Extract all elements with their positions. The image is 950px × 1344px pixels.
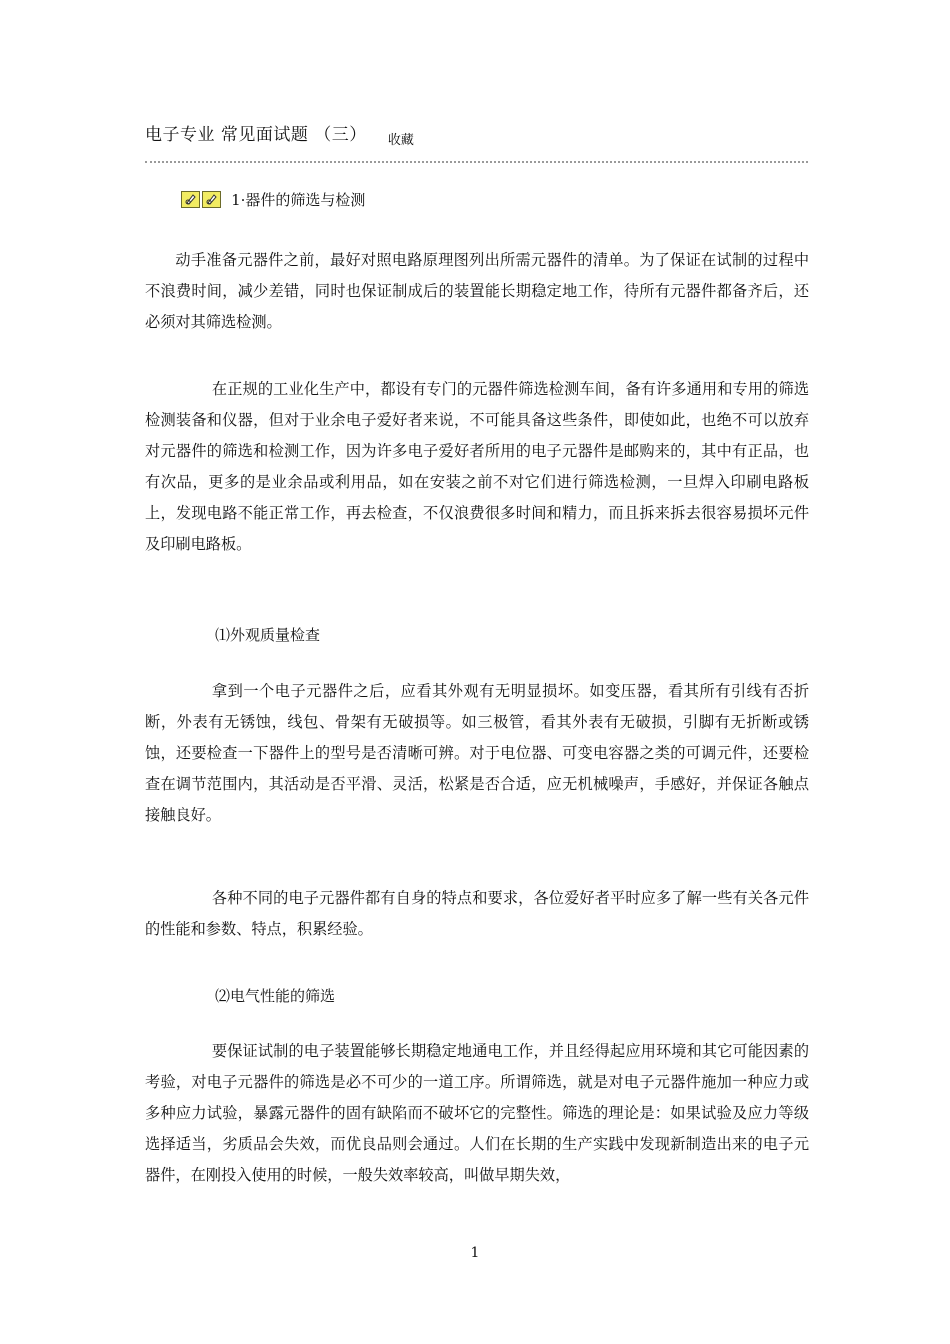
scroll-doc-icon: [202, 191, 221, 208]
title-row: [145, 120, 414, 150]
favorite-link[interactable]: 收藏: [387, 133, 414, 148]
paragraph: 要保证试制的电子装置能够长期稳定地通电工作，并且经得起应用环境和其它可能因素的考验，对电子元器件的筛选是必不可少的一道工序。所谓筛选，就是对电子元器件施加一种应力或多种应力试验，暴露元器件的固有缺陷而不破坏它的完整性。筛选的理论是：如果试验及应力等级选择适当，劣质品会失效，而优良品则会通过。人们在长期的生产实践中发现新制造出来的电子元器件，在刚投入使用的时候，一般失效率较高，叫做早期失效，: [145, 1042, 809, 1184]
subheading-appearance-check: ⑴外观质量检查: [215, 626, 321, 644]
paragraph: 拿到一个电子元器件之后，应看其外观有无明显损坏。如变压器，看其所有引线有否折断，外表有无锈蚀，线包、骨架有无破损等。如三极管，看其外表有无破损，引脚有无折断或锈蚀，还要检查一下器件上的型号是否清晰可辨。对于电位器、可变电容器之类的可调元件，还要检查在调节范围内，其活动是否平滑、灵活，松紧是否合适，应无机械噪声，手感好，并保证各触点接触良好。: [145, 682, 809, 824]
paragraph: 在正规的工业化生产中，都设有专门的元器件筛选检测车间，备有许多通用和专用的筛选检测装备和仪器，但对于业余电子爱好者来说，不可能具备这些条件，即使如此，也绝不可以放弃对元器件的筛选和检测工作，因为许多电子爱好者所用的电子元器件是邮购来的，其中有正品，也有次品，更多的是业余品或利用品，如在安装之前不对它们进行筛选检测，一旦焊入印刷电路板上，发现电路不能正常工作，再去检查，不仅浪费很多时间和精力，而且拆来拆去很容易损坏元件及印刷电路板。: [145, 380, 809, 553]
page-title: 电子专业 常见面试题 （三）: [145, 125, 367, 145]
page-number: 1: [470, 1245, 480, 1261]
scroll-doc-icon: [181, 191, 200, 208]
dotted-divider: [145, 161, 808, 163]
paragraph: 动手准备元器件之前，最好对照电路原理图列出所需元器件的清单。为了保证在试制的过程中不浪费时间，减少差错，同时也保证制成后的装置能长期稳定地工作，待所有元器件都备齐后，还必须对其筛选检测。: [145, 251, 809, 331]
paragraph: 各种不同的电子元器件都有自身的特点和要求，各位爱好者平时应多了解一些有关各元件的性能和参数、特点，积累经验。: [145, 889, 809, 938]
section-heading-row: [181, 189, 365, 213]
section-heading: 1·器件的筛选与检测: [231, 191, 366, 209]
subheading-electrical-screening: ⑵电气性能的筛选: [215, 987, 336, 1005]
